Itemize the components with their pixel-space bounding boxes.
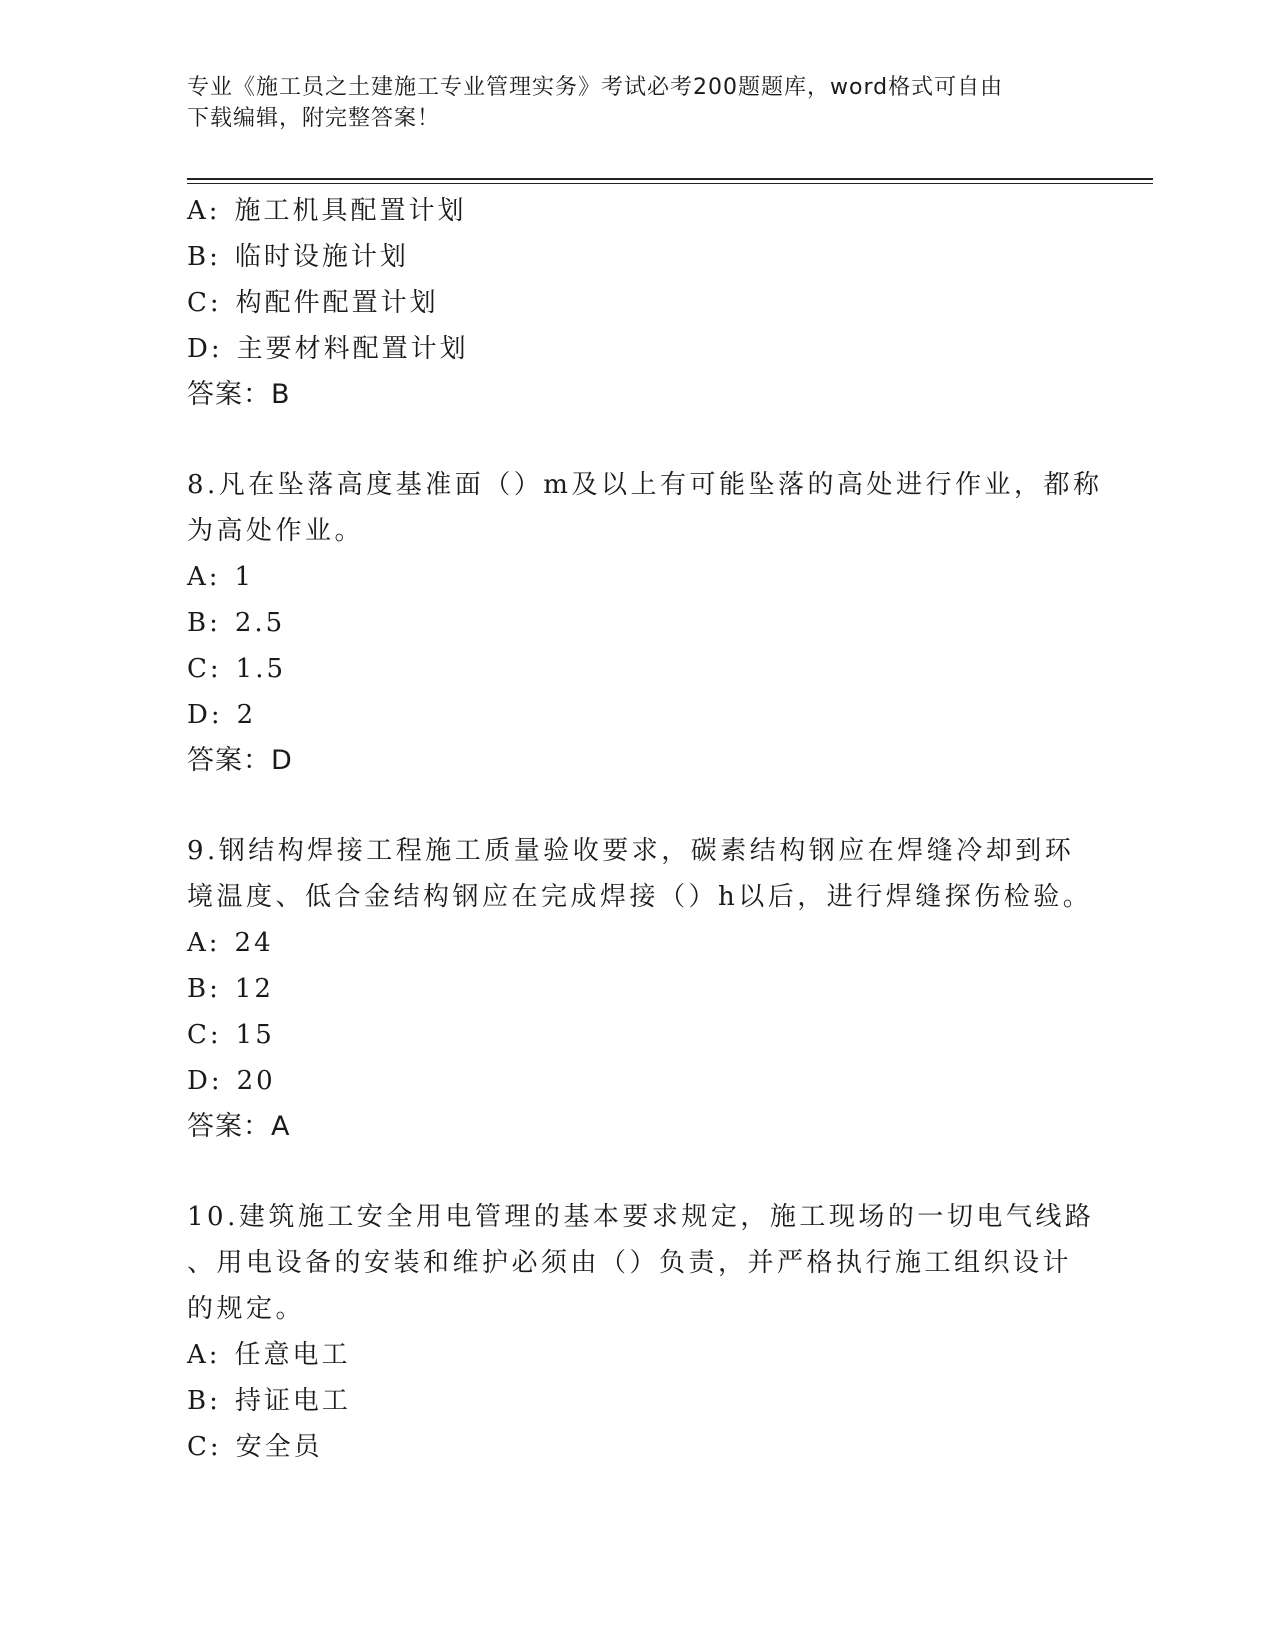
header-line-1: 专业《施工员之土建施工专业管理实务》考试必考200题题库，word格式可自由 bbox=[187, 75, 1004, 100]
question-text-line: 、用电设备的安装和维护必须由（）负责，并严格执行施工组织设计 bbox=[187, 1248, 1073, 1278]
option-d: D: 2 bbox=[187, 700, 257, 730]
question-10 bbox=[187, 1194, 1095, 1470]
answer: 答案：D bbox=[187, 745, 293, 776]
question-text-line: 10.建筑施工安全用电管理的基本要求规定，施工现场的一切电气线路 bbox=[187, 1202, 1095, 1232]
header-line-2: 下载编辑，附完整答案！ bbox=[187, 106, 441, 131]
option-a: A: 施工机具配置计划 bbox=[187, 196, 467, 226]
question-text-line: 境温度、低合金结构钢应在完成焊接（）h以后，进行焊缝探伤检验。 bbox=[187, 882, 1093, 912]
option-c: C: 1.5 bbox=[187, 654, 287, 684]
question-9 bbox=[187, 828, 1093, 1150]
option-c: C: 15 bbox=[187, 1020, 275, 1050]
option-b: B: 12 bbox=[187, 974, 274, 1004]
question-7-continued bbox=[187, 188, 1087, 418]
option-a: A: 任意电工 bbox=[187, 1340, 351, 1370]
option-a: A: 1 bbox=[187, 562, 255, 592]
question-text-line: 为高处作业。 bbox=[187, 516, 365, 546]
question-text-line: 的规定。 bbox=[187, 1294, 306, 1324]
question-list bbox=[187, 188, 1103, 1470]
question-text-line: 8.凡在坠落高度基准面（）m及以上有可能坠落的高处进行作业，都称 bbox=[187, 470, 1103, 500]
option-b: B: 临时设施计划 bbox=[187, 242, 409, 272]
option-c: C: 安全员 bbox=[187, 1432, 323, 1462]
document-header bbox=[187, 72, 1067, 134]
option-d: D: 主要材料配置计划 bbox=[187, 334, 469, 364]
answer: 答案：B bbox=[187, 379, 291, 410]
option-b: B: 2.5 bbox=[187, 608, 286, 638]
option-d: D: 20 bbox=[187, 1066, 276, 1096]
question-text-line: 9.钢结构焊接工程施工质量验收要求，碳素结构钢应在焊缝冷却到环 bbox=[187, 836, 1075, 866]
header-divider bbox=[187, 178, 1153, 184]
option-a: A: 24 bbox=[187, 928, 274, 958]
option-c: C: 构配件配置计划 bbox=[187, 288, 439, 318]
option-b: B: 持证电工 bbox=[187, 1386, 351, 1416]
answer: 答案：A bbox=[187, 1111, 291, 1142]
question-8 bbox=[187, 462, 1103, 784]
